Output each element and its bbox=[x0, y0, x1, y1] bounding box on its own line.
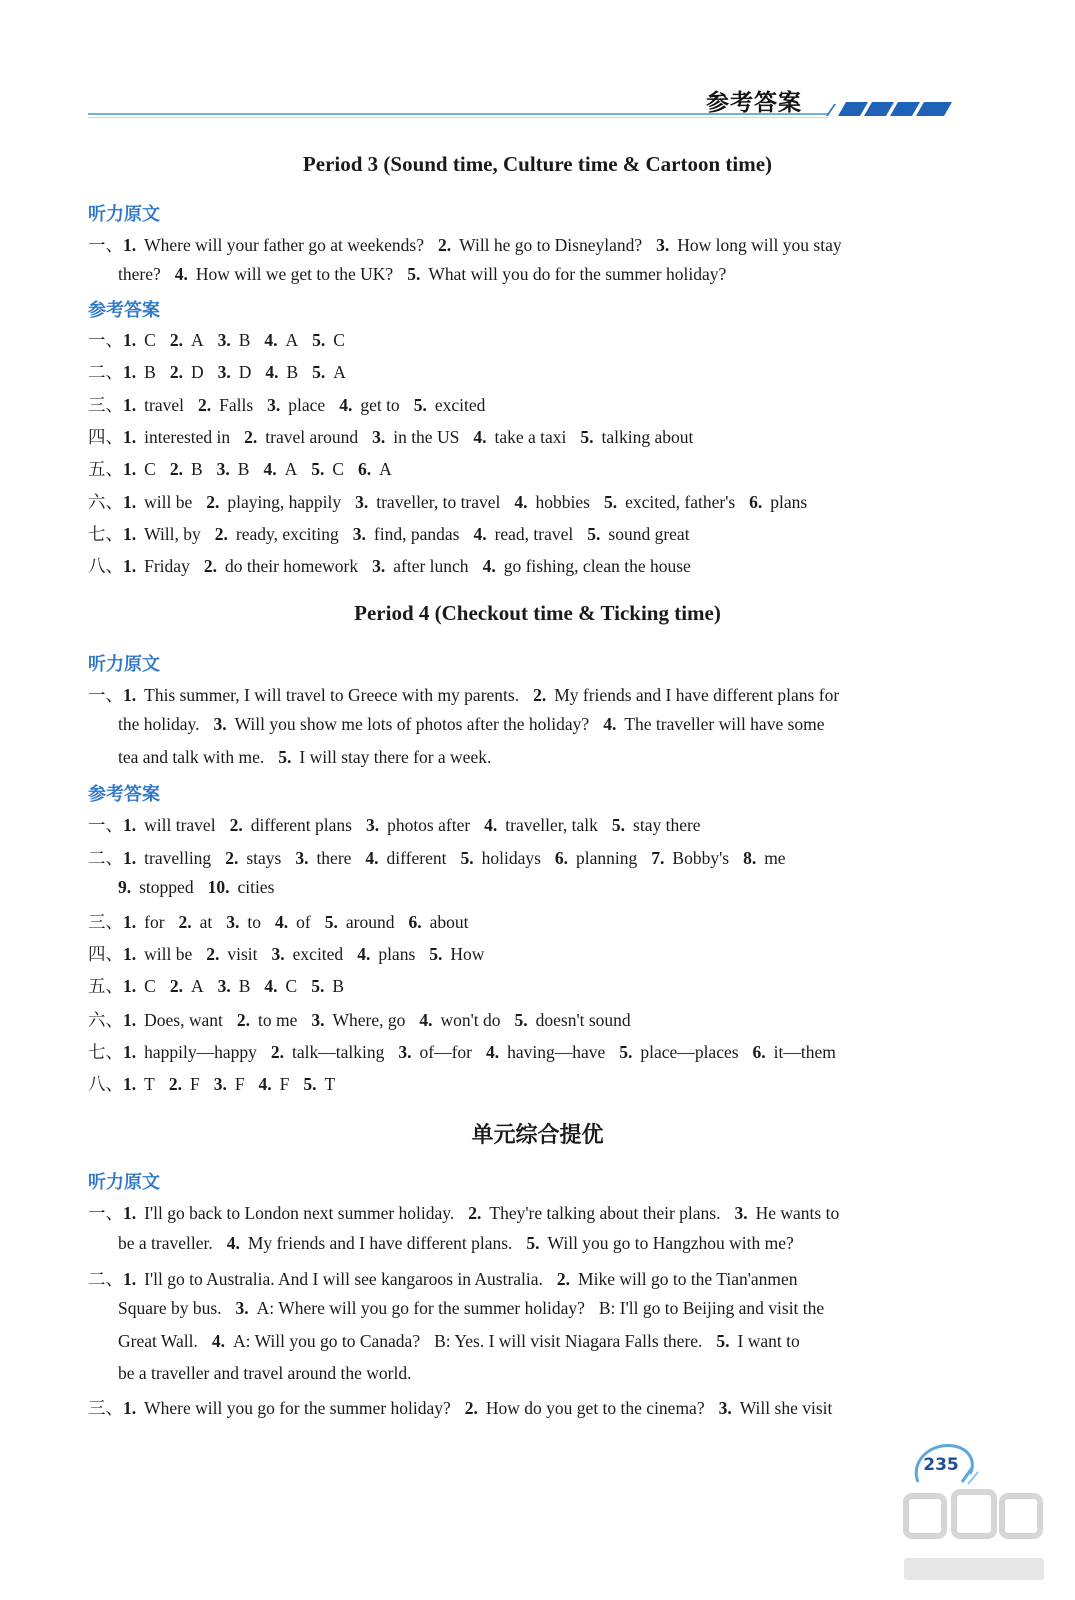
item-text: Will he go to Disneyland? bbox=[459, 235, 643, 255]
item-text: happily—happy bbox=[144, 1042, 257, 1062]
item-text: T bbox=[144, 1074, 155, 1094]
item-text: will be bbox=[144, 944, 193, 964]
period4-listening-line bbox=[88, 682, 839, 707]
item-number: 2. bbox=[236, 1010, 250, 1030]
item-text: for bbox=[144, 912, 165, 932]
item-number: 2. bbox=[206, 944, 220, 964]
item-number: 2. bbox=[214, 524, 228, 544]
item-text: do their homework bbox=[224, 556, 359, 576]
item-text: I will stay there for a week. bbox=[299, 747, 492, 767]
item-number: 4. bbox=[514, 492, 528, 512]
item-text: C bbox=[285, 976, 298, 996]
item-number: 2. bbox=[244, 427, 258, 447]
item-number: 4. bbox=[484, 815, 498, 835]
item-text: C bbox=[333, 330, 345, 350]
item-marker: 七、 bbox=[88, 1043, 123, 1063]
period3-answer-line bbox=[88, 424, 693, 449]
item-number: 5. bbox=[526, 1233, 540, 1253]
item-number: 4. bbox=[275, 912, 289, 932]
item-text: Friday bbox=[144, 556, 190, 576]
item-text: different plans bbox=[250, 815, 352, 835]
item-text: travelling bbox=[144, 848, 212, 868]
item-number: 3. bbox=[217, 330, 231, 350]
item-marker: 四、 bbox=[88, 428, 123, 448]
period4-answer-line bbox=[88, 941, 484, 966]
unit-listening-label: 听力原文 bbox=[88, 1172, 160, 1193]
item-number: 4. bbox=[473, 524, 487, 544]
item-text: T bbox=[324, 1074, 336, 1094]
item-text: travel bbox=[144, 395, 184, 415]
item-text: there? bbox=[118, 264, 161, 284]
item-number: 4. bbox=[603, 714, 617, 734]
item-number: 2. bbox=[438, 235, 452, 255]
item-marker: 一、 bbox=[88, 816, 123, 836]
item-text: B bbox=[238, 976, 251, 996]
item-number: 3. bbox=[226, 912, 240, 932]
header-rule-thin bbox=[88, 117, 828, 118]
item-number: 1. bbox=[123, 362, 137, 382]
item-number: 5. bbox=[587, 524, 601, 544]
item-text: B bbox=[190, 459, 203, 479]
item-text: cities bbox=[237, 877, 275, 897]
item-number: 4. bbox=[357, 944, 371, 964]
item-text: traveller, to travel bbox=[376, 492, 501, 512]
item-text: after lunch bbox=[393, 556, 469, 576]
item-text: B bbox=[237, 459, 250, 479]
item-number: 4. bbox=[419, 1010, 433, 1030]
unit-listening-line bbox=[88, 1266, 798, 1291]
item-text: ready, exciting bbox=[235, 524, 339, 544]
item-text: to me bbox=[257, 1010, 298, 1030]
item-number: 6. bbox=[358, 459, 372, 479]
item-text: will travel bbox=[144, 815, 216, 835]
period4-listening-label: 听力原文 bbox=[88, 654, 160, 675]
item-text: F bbox=[279, 1074, 290, 1094]
item-marker: 一、 bbox=[88, 1204, 123, 1224]
item-text: talking about bbox=[601, 427, 694, 447]
period4-answer-line bbox=[88, 1071, 335, 1096]
item-text: Bobby's bbox=[672, 848, 730, 868]
item-number: 5. bbox=[514, 1010, 528, 1030]
item-text: Square by bus. bbox=[118, 1298, 222, 1318]
item-marker: 二、 bbox=[88, 363, 123, 383]
item-number: 5. bbox=[619, 1042, 633, 1062]
item-number: 2. bbox=[533, 685, 547, 705]
header-stripes-icon bbox=[826, 100, 956, 116]
period3-answer-line bbox=[88, 456, 392, 481]
item-number: 2. bbox=[225, 848, 239, 868]
period4-answer-line bbox=[88, 973, 344, 998]
item-text: A bbox=[190, 976, 204, 996]
period4-answer-line bbox=[88, 1007, 631, 1032]
item-number: 6. bbox=[752, 1042, 766, 1062]
item-number: 3. bbox=[213, 714, 227, 734]
item-text: C bbox=[144, 459, 156, 479]
item-text: place—places bbox=[640, 1042, 739, 1062]
item-text: there bbox=[316, 848, 352, 868]
period3-answer-line bbox=[88, 521, 690, 546]
item-number: 2. bbox=[169, 362, 183, 382]
unit-listening-line bbox=[88, 1200, 839, 1225]
item-text: C bbox=[144, 976, 156, 996]
item-text: of—for bbox=[419, 1042, 472, 1062]
item-text: Where will your father go at weekends? bbox=[144, 235, 425, 255]
item-text: I want to bbox=[737, 1331, 800, 1351]
item-text: C bbox=[332, 459, 345, 479]
item-number: 1. bbox=[123, 1398, 137, 1418]
period3-answer-line bbox=[88, 327, 345, 352]
unit-title: 单元综合提优 bbox=[471, 1123, 604, 1148]
item-number: 3. bbox=[271, 944, 285, 964]
item-text: B bbox=[286, 362, 299, 382]
item-text: B: I'll go to Beijing and visit the bbox=[598, 1298, 825, 1318]
period3-listening-line bbox=[88, 232, 842, 257]
item-text: A bbox=[285, 330, 299, 350]
item-text: plans bbox=[378, 944, 416, 964]
item-number: 5. bbox=[603, 492, 618, 512]
item-text: talk—talking bbox=[292, 1042, 385, 1062]
item-text: This summer, I will travel to Greece with my parents. bbox=[144, 685, 520, 705]
period4-listening-line bbox=[118, 747, 491, 768]
period4-listening-line bbox=[118, 714, 825, 735]
item-text: stopped bbox=[139, 877, 194, 897]
item-number: 3. bbox=[372, 556, 386, 576]
item-text: He wants to bbox=[755, 1203, 840, 1223]
item-number: 9. bbox=[118, 877, 132, 897]
item-text: A bbox=[190, 330, 204, 350]
item-number: 5. bbox=[460, 848, 474, 868]
item-text: How will we get to the UK? bbox=[195, 264, 394, 284]
item-text: C bbox=[144, 330, 156, 350]
item-text: holidays bbox=[481, 848, 541, 868]
item-number: 7. bbox=[651, 848, 665, 868]
item-marker: 八、 bbox=[88, 557, 123, 577]
period3-answers-label: 参考答案 bbox=[88, 300, 160, 321]
item-number: 3. bbox=[217, 976, 231, 996]
item-number: 4. bbox=[482, 556, 496, 576]
item-text: B bbox=[238, 330, 251, 350]
item-number: 3. bbox=[352, 524, 366, 544]
item-marker: 二、 bbox=[88, 849, 123, 869]
item-text: Will, by bbox=[144, 524, 201, 544]
item-text: having—have bbox=[507, 1042, 606, 1062]
item-number: 3. bbox=[213, 1074, 227, 1094]
item-number: 1. bbox=[123, 395, 137, 415]
item-number: 3. bbox=[355, 492, 369, 512]
item-number: 4. bbox=[258, 1074, 272, 1094]
item-text: D bbox=[238, 362, 252, 382]
item-text: take a taxi bbox=[494, 427, 567, 447]
unit-listening-line bbox=[118, 1331, 800, 1352]
item-text: be a traveller. bbox=[118, 1233, 213, 1253]
item-number: 5. bbox=[278, 747, 292, 767]
period4-answer-line bbox=[118, 877, 274, 898]
period4-title-wrap bbox=[0, 601, 1075, 626]
item-number: 5. bbox=[407, 264, 421, 284]
item-text: of bbox=[296, 912, 311, 932]
period4-answer-line bbox=[88, 1039, 836, 1064]
item-number: 3. bbox=[365, 815, 380, 835]
item-text: the holiday. bbox=[118, 714, 200, 734]
item-text: place bbox=[288, 395, 326, 415]
item-text: planning bbox=[576, 848, 638, 868]
item-text: about bbox=[429, 912, 469, 932]
item-number: 3. bbox=[734, 1203, 748, 1223]
item-number: 3. bbox=[656, 235, 670, 255]
item-marker: 六、 bbox=[88, 1011, 123, 1031]
unit-title-wrap bbox=[0, 1118, 1075, 1149]
period4-title: Period 4 (Checkout time & Ticking time) bbox=[354, 601, 721, 625]
item-number: 5. bbox=[413, 395, 427, 415]
item-number: 1. bbox=[123, 1074, 137, 1094]
item-number: 2. bbox=[169, 976, 183, 996]
item-number: 8. bbox=[743, 848, 757, 868]
item-number: 6. bbox=[749, 492, 763, 512]
item-text: Will you go to Hangzhou with me? bbox=[547, 1233, 794, 1253]
item-number: 4. bbox=[211, 1331, 226, 1351]
item-text: sound great bbox=[608, 524, 690, 544]
item-text: F bbox=[189, 1074, 200, 1094]
item-marker: 五、 bbox=[88, 460, 123, 480]
item-text: playing, happily bbox=[227, 492, 342, 512]
header-title: 参考答案 bbox=[706, 90, 802, 116]
period3-listening-label: 听力原文 bbox=[88, 204, 160, 225]
item-number: 1. bbox=[123, 492, 137, 512]
item-text: How bbox=[450, 944, 485, 964]
item-text: Does, want bbox=[144, 1010, 223, 1030]
item-number: 4. bbox=[365, 848, 379, 868]
item-text: D bbox=[190, 362, 204, 382]
item-number: 2. bbox=[556, 1269, 571, 1289]
item-marker: 三、 bbox=[88, 396, 123, 416]
item-text: be a traveller and travel around the world. bbox=[118, 1363, 412, 1383]
item-number: 1. bbox=[123, 330, 137, 350]
item-number: 5. bbox=[312, 330, 326, 350]
item-text: tea and talk with me. bbox=[118, 747, 265, 767]
item-number: 2. bbox=[203, 556, 217, 576]
item-text: to bbox=[247, 912, 262, 932]
item-number: 5. bbox=[312, 362, 326, 382]
item-number: 5. bbox=[716, 1331, 730, 1351]
item-text: Will you show me lots of photos after the holiday? bbox=[234, 714, 590, 734]
item-number: 6. bbox=[408, 912, 422, 932]
item-text: A: Will you go to Canada? bbox=[233, 1331, 421, 1351]
item-number: 1. bbox=[123, 976, 137, 996]
item-text: Where, go bbox=[332, 1010, 406, 1030]
item-number: 3. bbox=[311, 1010, 325, 1030]
item-number: 4. bbox=[473, 427, 487, 447]
item-number: 5. bbox=[303, 1074, 317, 1094]
item-text: B: Yes. I will visit Niagara Falls there. bbox=[434, 1331, 703, 1351]
unit-listening-line bbox=[118, 1363, 411, 1384]
item-text: The traveller will have some bbox=[624, 714, 825, 734]
item-number: 1. bbox=[123, 556, 137, 576]
item-number: 5. bbox=[324, 912, 338, 932]
item-number: 1. bbox=[123, 1269, 137, 1289]
item-number: 1. bbox=[123, 1042, 137, 1062]
item-text: hobbies bbox=[535, 492, 590, 512]
item-text: traveller, talk bbox=[505, 815, 598, 835]
item-marker: 二、 bbox=[88, 1270, 123, 1290]
item-text: A bbox=[333, 362, 346, 382]
item-text: Will she visit bbox=[739, 1398, 833, 1418]
item-marker: 五、 bbox=[88, 977, 123, 997]
item-number: 4. bbox=[263, 459, 277, 479]
item-marker: 七、 bbox=[88, 525, 123, 545]
period3-answer-line bbox=[88, 392, 485, 417]
item-number: 5. bbox=[429, 944, 443, 964]
period3-title-wrap bbox=[0, 152, 1075, 177]
item-text: different bbox=[386, 848, 447, 868]
period3-answer-line bbox=[88, 359, 346, 384]
item-number: 4. bbox=[339, 395, 353, 415]
item-text: won't do bbox=[440, 1010, 501, 1030]
item-text: Great Wall. bbox=[118, 1331, 198, 1351]
item-text: in the US bbox=[393, 427, 460, 447]
item-marker: 三、 bbox=[88, 1399, 123, 1419]
item-text: A bbox=[284, 459, 298, 479]
period4-answers-label: 参考答案 bbox=[88, 784, 160, 805]
item-text: will be bbox=[144, 492, 193, 512]
unit-listening-line bbox=[88, 1395, 832, 1420]
item-text: I'll go back to London next summer holiday. bbox=[144, 1203, 455, 1223]
item-marker: 三、 bbox=[88, 913, 123, 933]
item-text: plans bbox=[770, 492, 808, 512]
item-text: How do you get to the cinema? bbox=[485, 1398, 705, 1418]
item-number: 2. bbox=[169, 459, 183, 479]
item-number: 3. bbox=[398, 1042, 412, 1062]
item-number: 3. bbox=[217, 362, 231, 382]
item-text: photos after bbox=[387, 815, 471, 835]
item-marker: 六、 bbox=[88, 493, 123, 513]
item-number: 4. bbox=[226, 1233, 240, 1253]
item-number: 2. bbox=[169, 330, 183, 350]
item-number: 4. bbox=[485, 1042, 500, 1062]
item-text: doesn't sound bbox=[535, 1010, 631, 1030]
item-number: 1. bbox=[123, 815, 137, 835]
item-number: 4. bbox=[264, 976, 278, 996]
item-text: visit bbox=[227, 944, 258, 964]
item-text: Where will you go for the summer holiday? bbox=[144, 1398, 451, 1418]
item-marker: 一、 bbox=[88, 686, 123, 706]
item-number: 4. bbox=[265, 362, 279, 382]
item-number: 1. bbox=[123, 235, 137, 255]
period4-answer-line bbox=[88, 845, 786, 870]
period3-answer-line bbox=[88, 553, 691, 578]
item-number: 2. bbox=[468, 1203, 482, 1223]
item-number: 2. bbox=[206, 492, 220, 512]
item-marker: 四、 bbox=[88, 945, 123, 965]
item-text: around bbox=[345, 912, 395, 932]
item-number: 1. bbox=[123, 685, 137, 705]
page-number: 235 bbox=[923, 1455, 959, 1475]
item-number: 1. bbox=[123, 427, 137, 447]
item-text: me bbox=[764, 848, 786, 868]
item-number: 5. bbox=[580, 427, 594, 447]
item-number: 3. bbox=[267, 395, 281, 415]
item-number: 1. bbox=[123, 848, 137, 868]
item-text: get to bbox=[360, 395, 400, 415]
item-text: B bbox=[332, 976, 345, 996]
item-text: stays bbox=[246, 848, 282, 868]
item-text: I'll go to Australia. And I will see kangaroos in Australia. bbox=[144, 1269, 543, 1289]
item-marker: 一、 bbox=[88, 236, 123, 256]
item-text: What will you do for the summer holiday? bbox=[428, 264, 727, 284]
item-text: excited bbox=[434, 395, 486, 415]
item-number: 3. bbox=[718, 1398, 732, 1418]
item-text: My friends and I have different plans for bbox=[554, 685, 840, 705]
item-number: 4. bbox=[174, 264, 188, 284]
unit-listening-line bbox=[118, 1298, 824, 1319]
item-number: 3. bbox=[295, 848, 309, 868]
item-text: travel around bbox=[265, 427, 359, 447]
item-text: interested in bbox=[144, 427, 231, 447]
item-marker: 一、 bbox=[88, 331, 123, 351]
item-number: 2. bbox=[229, 815, 243, 835]
item-text: B bbox=[144, 362, 156, 382]
item-text: Mike will go to the Tian'anmen bbox=[578, 1269, 798, 1289]
item-number: 1. bbox=[123, 944, 137, 964]
unit-listening-line bbox=[118, 1233, 794, 1254]
item-text: F bbox=[234, 1074, 245, 1094]
item-text: it—them bbox=[773, 1042, 836, 1062]
item-number: 3. bbox=[372, 427, 386, 447]
period3-listening-line bbox=[118, 264, 726, 285]
item-number: 5. bbox=[611, 815, 626, 835]
item-text: find, pandas bbox=[373, 524, 460, 544]
item-number: 1. bbox=[123, 524, 137, 544]
period4-answer-line bbox=[88, 909, 469, 934]
item-number: 6. bbox=[554, 848, 569, 868]
item-number: 2. bbox=[178, 912, 192, 932]
item-number: 10. bbox=[207, 877, 230, 897]
item-number: 4. bbox=[264, 330, 278, 350]
item-text: A bbox=[379, 459, 392, 479]
item-number: 2. bbox=[270, 1042, 285, 1062]
item-number: 3. bbox=[216, 459, 230, 479]
item-number: 5. bbox=[311, 976, 325, 996]
item-marker: 八、 bbox=[88, 1075, 123, 1095]
item-number: 2. bbox=[168, 1074, 182, 1094]
item-text: Falls bbox=[219, 395, 254, 415]
item-number: 3. bbox=[235, 1298, 249, 1318]
item-text: My friends and I have different plans. bbox=[247, 1233, 513, 1253]
period3-answer-line bbox=[88, 489, 807, 514]
item-text: go fishing, clean the house bbox=[503, 556, 691, 576]
item-number: 1. bbox=[123, 459, 137, 479]
item-number: 1. bbox=[123, 912, 137, 932]
item-number: 2. bbox=[464, 1398, 478, 1418]
item-text: stay there bbox=[633, 815, 701, 835]
period3-title: Period 3 (Sound time, Culture time & Cartoon time) bbox=[302, 152, 773, 176]
item-number: 5. bbox=[311, 459, 325, 479]
item-number: 2. bbox=[197, 395, 212, 415]
item-text: A: Where will you go for the summer holiday? bbox=[256, 1298, 585, 1318]
item-text: excited bbox=[292, 944, 344, 964]
item-text: read, travel bbox=[494, 524, 574, 544]
item-text: They're talking about their plans. bbox=[489, 1203, 721, 1223]
item-text: How long will you stay bbox=[677, 235, 842, 255]
watermark-logo-icon bbox=[898, 1478, 1048, 1588]
item-number: 1. bbox=[123, 1010, 137, 1030]
item-text: excited, father's bbox=[625, 492, 736, 512]
period4-answer-line bbox=[88, 812, 701, 837]
item-text: at bbox=[199, 912, 213, 932]
item-number: 1. bbox=[123, 1203, 137, 1223]
